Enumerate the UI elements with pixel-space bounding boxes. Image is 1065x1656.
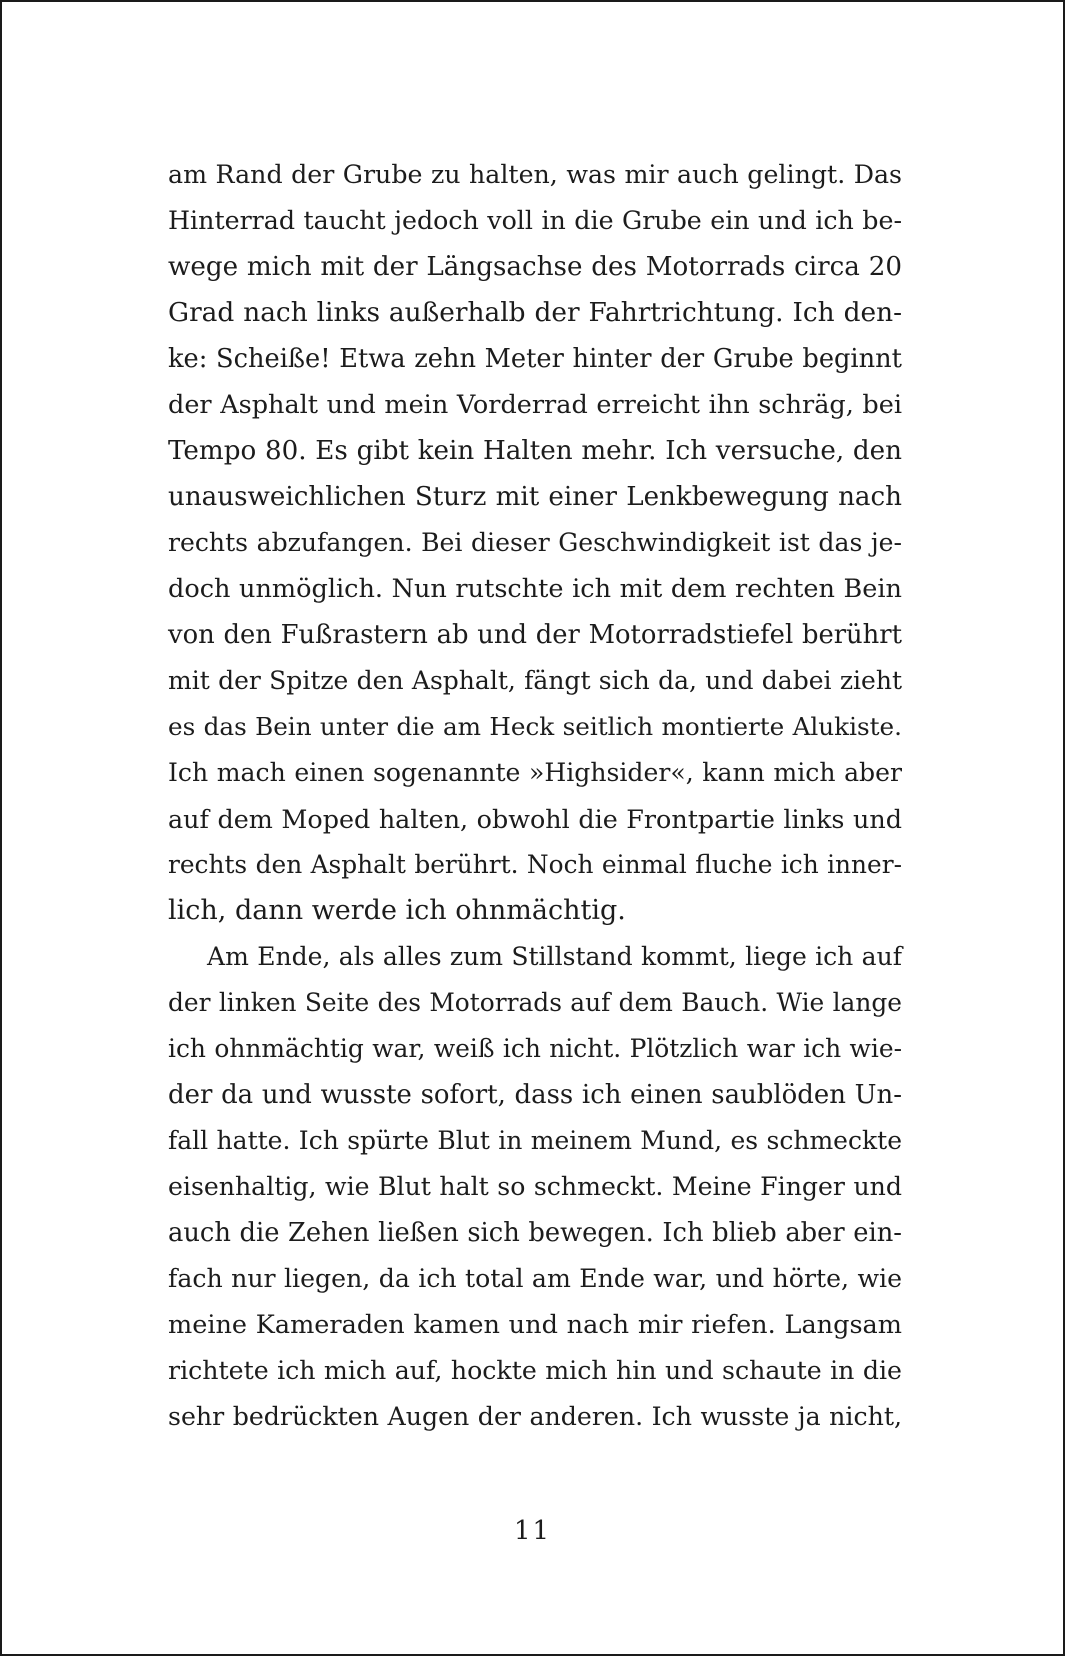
text-line: der da und wusste sofort, dass ich einen saublöden Un- xyxy=(168,1080,902,1110)
text-line: es das Bein unter die am Heck seitlich montierte Alukiste. xyxy=(168,712,902,741)
text-line: rechts den Asphalt berührt. Noch einmal fluche ich inner- xyxy=(168,850,902,879)
text-line: ich ohnmächtig war, weiß ich nicht. Plötzlich war ich wie- xyxy=(168,1034,902,1063)
text-line: wege mich mit der Längsachse des Motorrads circa 20 xyxy=(168,252,902,282)
text-line: auch die Zehen ließen sich bewegen. Ich blieb aber ein- xyxy=(168,1218,902,1248)
text-line: richtete ich mich auf, hockte mich hin und schaute in die xyxy=(168,1356,902,1385)
text-line: doch unmöglich. Nun rutschte ich mit dem rechten Bein xyxy=(168,574,902,604)
paragraph-2 xyxy=(168,934,902,1486)
text-line: unausweichlichen Sturz mit einer Lenkbewegung nach xyxy=(168,482,902,512)
text-line xyxy=(168,1440,902,1486)
text-line: Tempo 80. Es gibt kein Halten mehr. Ich versuche, den xyxy=(168,436,902,466)
paragraph-1 xyxy=(168,152,902,934)
text-line: eisenhaltig, wie Blut halt so schmeckt. Meine Finger und xyxy=(168,1172,902,1201)
text-line: fach nur liegen, da ich total am Ende war, und hörte, wie xyxy=(168,1264,902,1293)
text-line: auf dem Moped halten, obwohl die Frontpartie links und xyxy=(168,804,902,834)
text-line: sehr bedrückten Augen der anderen. Ich wusste ja nicht, xyxy=(168,1402,902,1431)
text-line: der Asphalt und mein Vorderrad erreicht ihn schräg, bei xyxy=(168,390,902,420)
text-line: ke: Scheiße! Etwa zehn Meter hinter der Grube beginnt xyxy=(168,344,902,374)
text-line: Am Ende, als alles zum Stillstand kommt, liege ich auf xyxy=(207,942,902,971)
text-line: fall hatte. Ich spürte Blut in meinem Mund, es schmeckte xyxy=(168,1126,902,1155)
body-text xyxy=(168,152,902,1486)
text-line: lich, dann werde ich ohnmächtig. xyxy=(168,895,626,926)
text-line: am Rand der Grube zu halten, was mir auch gelingt. Das xyxy=(168,160,902,189)
text-line: Hinterrad taucht jedoch voll in die Grube ein und ich be- xyxy=(168,206,902,235)
text-line: rechts abzufangen. Bei dieser Geschwindigkeit ist das je- xyxy=(168,528,902,557)
text-line: der linken Seite des Motorrads auf dem Bauch. Wie lange xyxy=(168,988,902,1017)
text-line: meine Kameraden kamen und nach mir riefen. Langsam xyxy=(168,1310,902,1340)
text-line: mit der Spitze den Asphalt, fängt sich da, und dabei zieht xyxy=(168,666,902,695)
text-line: Ich mach einen sogenannte »Highsider«, kann mich aber xyxy=(168,758,902,787)
text-line: von den Fußrastern ab und der Motorradstiefel berührt xyxy=(168,620,902,650)
page-number: 11 xyxy=(513,1516,552,1546)
text-line: Grad nach links außerhalb der Fahrtrichtung. Ich den- xyxy=(168,298,902,328)
